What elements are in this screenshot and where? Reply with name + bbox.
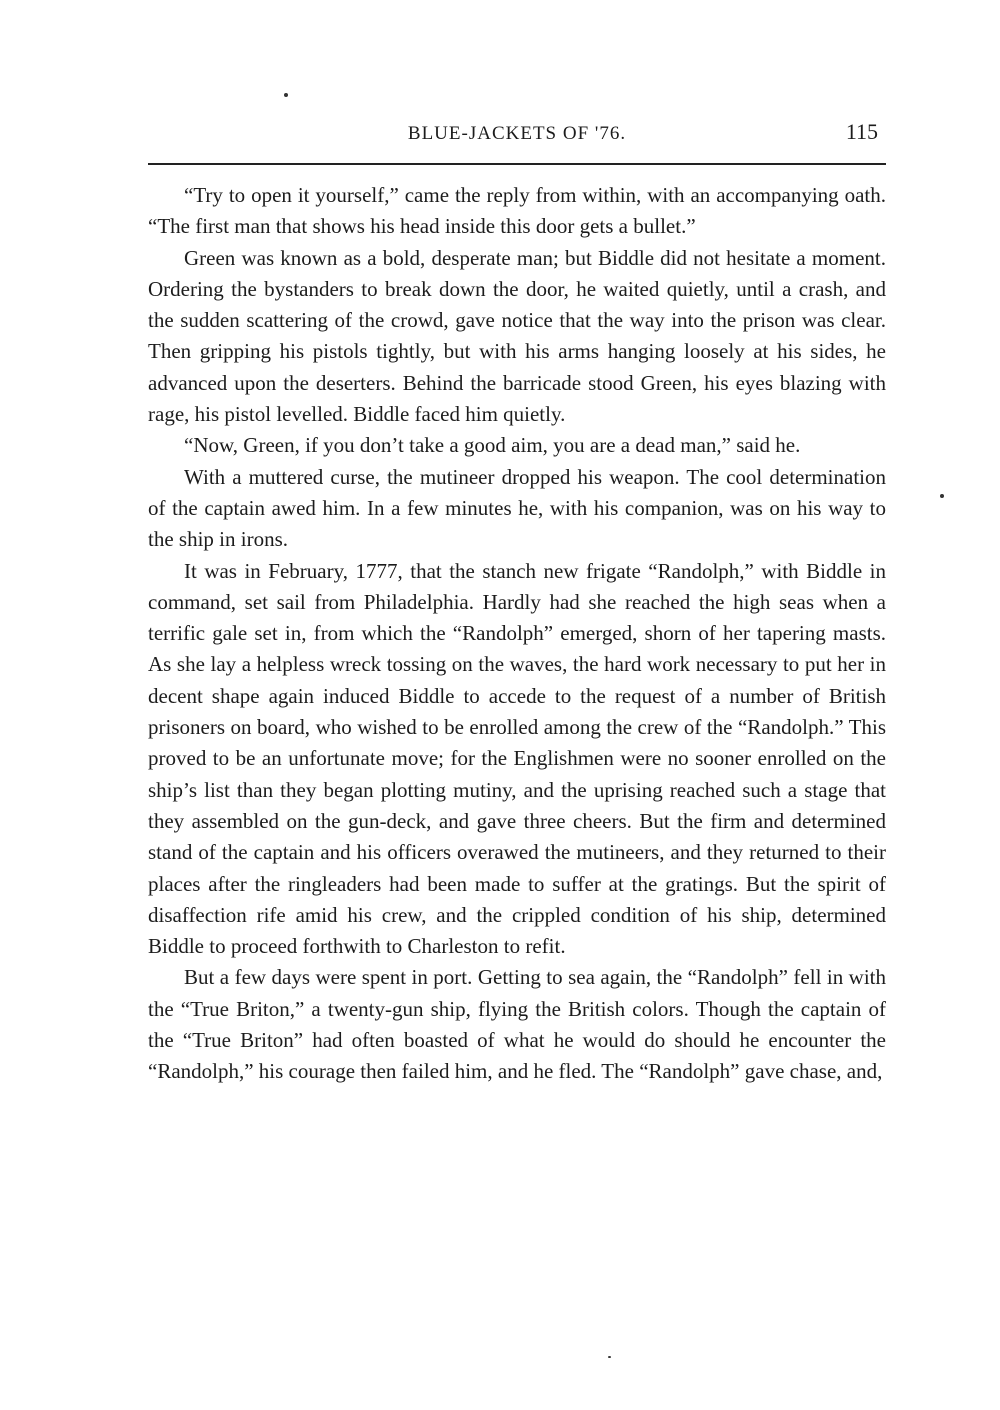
paragraph: “Try to open it yourself,” came the reply from within, with an accompanying oath. “The first man that shows his head inside this door gets a bullet.” (148, 183, 886, 239)
ink-speck (284, 93, 288, 97)
paragraph: It was in February, 1777, that the stanch new frigate “Randolph,” with Biddle in command, set sail from Philadelphia. Hardly had she reached the high seas when a terrific gale set in, from which the “Randolph” emerged, shorn of her tapering masts. As she lay a helpless wreck tossing on the waves, the hard work necessary to put her in decent shape again induced Biddle to accede to the request of a number of British prisoners on board, who wished to be enrolled among the crew of the “Randolph.” This proved to be an unfortunate move; for the Englishmen were no sooner enrolled on the ship’s list than they began plotting mutiny, and the uprising reached such a stage that they assembled on the gun-deck, and gave three cheers. But the firm and determined stand of the captain and his officers overawed the mutineers, and they returned to their places after the ringleaders had been made to suffer at the gratings. But the spirit of disaffection rife amid his crew, and the crippled condition of his ship, determined Biddle to proceed forthwith to Charleston to refit. (148, 558, 886, 959)
header-rule (148, 163, 886, 165)
paragraph: Green was known as a bold, desperate man; but Biddle did not hesitate a moment. Ordering the bystanders to break down the door, he waited quietly, until a crash, and the sudden scattering of the crowd, gave notice that the way into the prison was clear. Then gripping his pistols tightly, but with his arms hanging loosely at his sides, he advanced upon the deserters. Behind the barricade stood Green, his eyes blazing with rage, his pistol levelled. Biddle faced him quietly. (148, 245, 886, 427)
paragraph: But a few days were spent in port. Getting to sea again, the “Randolph” fell in with the “True Briton,” a twenty-gun ship, flying the British colors. Though the captain of the “True Briton” had often boasted of what he would do should he encounter the “Randolph,” his courage then failed him, and he fled. The “Randolph” gave chase, and, (148, 965, 886, 1084)
ink-speck (608, 1356, 611, 1358)
page-header (148, 118, 886, 158)
paragraph: With a muttered curse, the mutineer dropped his weapon. The cool determination of the captain awed him. In a few minutes he, with his companion, was on his way to the ship in irons. (148, 464, 886, 552)
running-head: BLUE-JACKETS OF '76. (407, 123, 627, 144)
paragraph: “Now, Green, if you don’t take a good aim, you are a dead man,” said he. (184, 433, 801, 458)
page-number: 115 (845, 119, 878, 144)
body-text (148, 180, 886, 1088)
ink-speck (940, 494, 944, 498)
